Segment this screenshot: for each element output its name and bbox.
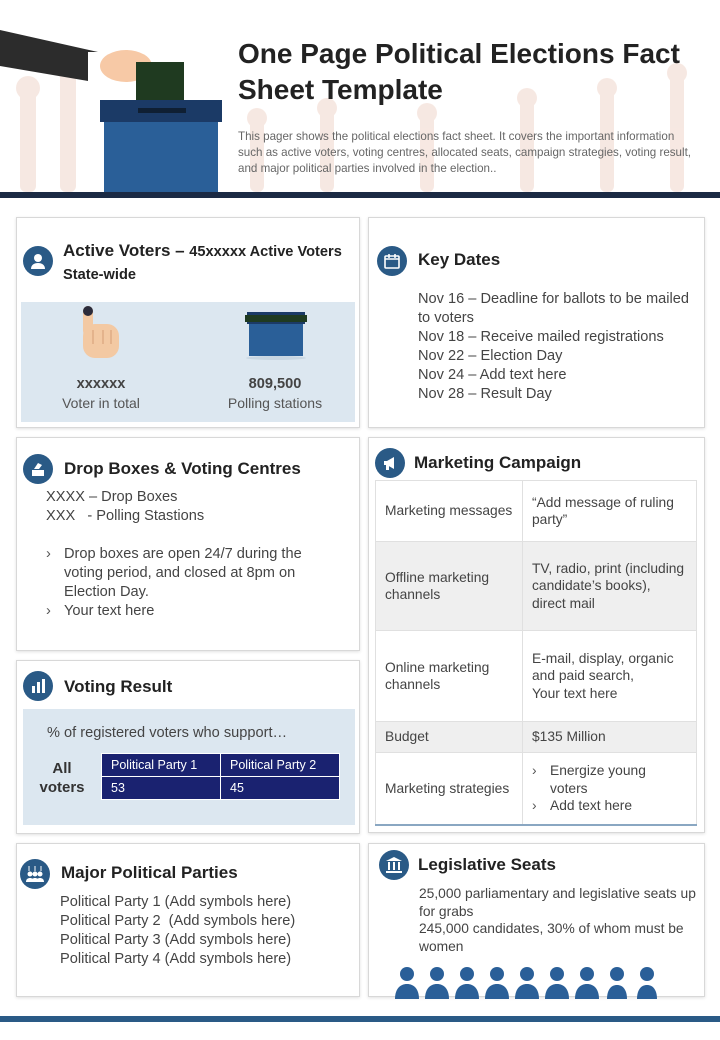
page-title: One Page Political Elections Fact Sheet Template [238,38,680,105]
key-dates-card [368,217,705,428]
table-cell: 53 [102,777,221,800]
voting-result-title: Voting Result [64,677,173,696]
key-date-item: Nov 28 – Result Day [418,386,552,402]
drop-boxes-bullets [46,545,314,621]
hand-vote-icon [23,454,53,484]
bar-chart-icon [23,671,53,701]
seats-line: 25,000 parliamentary and legislative seats up for grabs [419,886,696,919]
drop-boxes-counts [46,488,346,526]
table-cell-value: “Add message of ruling party” [523,481,697,542]
table-cell-value [523,753,697,825]
inked-finger-icon [79,304,123,368]
list-item: Political Party 4 (Add symbols here) [60,951,292,967]
list-item: › Drop boxes are open 24/7 during the voting period, and closed at 8pm on Election Day. [46,545,314,602]
page-subtitle: This pager shows the political elections fact sheet. It covers the important information such as active voters, voting centres, allocated seats, campaign strategies, voting result, and major political parties involved in the election.. [238,130,692,175]
marketing-campaign-card [368,437,705,833]
active-voters-card [16,217,360,428]
drop-boxes-title: Drop Boxes & Voting Centres [64,459,301,478]
voting-result-table [101,753,340,800]
polling-stations-count: XXX - Polling Stastions [46,508,205,524]
table-cell-label: Marketing strategies [376,753,523,825]
table-cell-value: E-mail, display, organic and paid search, Your text here [523,631,697,722]
voting-result-card [16,660,360,834]
drop-boxes-count: XXXX – Drop Boxes [46,489,178,505]
marketing-table [375,480,697,825]
table-row [376,753,697,825]
political-parties-card [16,843,360,997]
table-row [102,754,340,777]
key-date-item: Nov 24 – Add text here [418,367,567,383]
megaphone-icon [375,448,405,478]
active-voters-panel [21,302,355,422]
table-row [376,542,697,631]
table-row [102,777,340,800]
voter-icon [23,246,53,276]
list-item: Political Party 1 (Add symbols here) [60,894,292,910]
key-date-item: Nov 16 – Deadline for ballots to be mailed to voters [418,291,689,326]
table-row [376,631,697,722]
header-divider [0,192,720,198]
voters-total-label: Voter in total [62,395,140,411]
active-voters-title: Active Voters – 45xxxxx Active Voters State-wide [63,241,342,283]
political-parties-list [60,893,350,969]
key-date-item: Nov 22 – Election Day [418,348,563,364]
ballot-box-icon [245,310,307,360]
list-item: › Add text here [532,797,687,815]
list-item: › Your text here [46,602,314,621]
table-cell-label: Offline marketing channels [376,542,523,631]
list-item: › Energize young voters [532,762,687,797]
capitol-building-icon [379,850,409,880]
legislative-seats-text [419,885,699,955]
table-row [376,481,697,542]
calendar-icon [377,246,407,276]
table-cell-label: Budget [376,722,523,753]
table-cell: 45 [221,777,340,800]
drop-boxes-card [16,437,360,651]
list-item: Political Party 3 (Add symbols here) [60,932,292,948]
legislative-seats-title: Legislative Seats [418,855,556,874]
people-flags-icon [20,859,50,889]
table-cell-value: $135 Million [523,722,697,753]
table-row [376,722,697,753]
polling-stations-stat [205,376,345,411]
legislative-seats-card [368,843,705,997]
polling-stations-value: 809,500 [248,376,302,392]
candidates-line: 245,000 candidates, 30% of whom must be women [419,921,684,954]
table-cell-label: Online marketing channels [376,631,523,722]
all-voters-label: All voters [39,760,85,796]
key-date-item: Nov 18 – Receive mailed registrations [418,329,664,345]
key-dates-list [418,290,698,404]
table-header-cell: Political Party 1 [102,754,221,777]
list-item: Political Party 2 (Add symbols here) [60,913,296,929]
marketing-campaign-title: Marketing Campaign [414,453,582,472]
people-row-icon [394,965,664,999]
voting-result-panel [23,709,355,825]
table-cell-value: TV, radio, print (including candidate’s books), direct mail [523,542,697,631]
table-cell-label: Marketing messages [376,481,523,542]
header-banner [0,0,720,200]
footer-divider [0,1016,720,1022]
polling-stations-label: Polling stations [227,395,323,411]
political-parties-title: Major Political Parties [61,863,238,882]
voters-total-stat [31,376,171,411]
voting-question: % of registered voters who support… [47,725,288,741]
table-header-cell: Political Party 2 [221,754,340,777]
marketing-table-underline [375,824,697,826]
key-dates-title: Key Dates [418,250,501,269]
marketing-strategies-list [532,762,687,815]
voters-total-value: xxxxxx [76,376,126,392]
